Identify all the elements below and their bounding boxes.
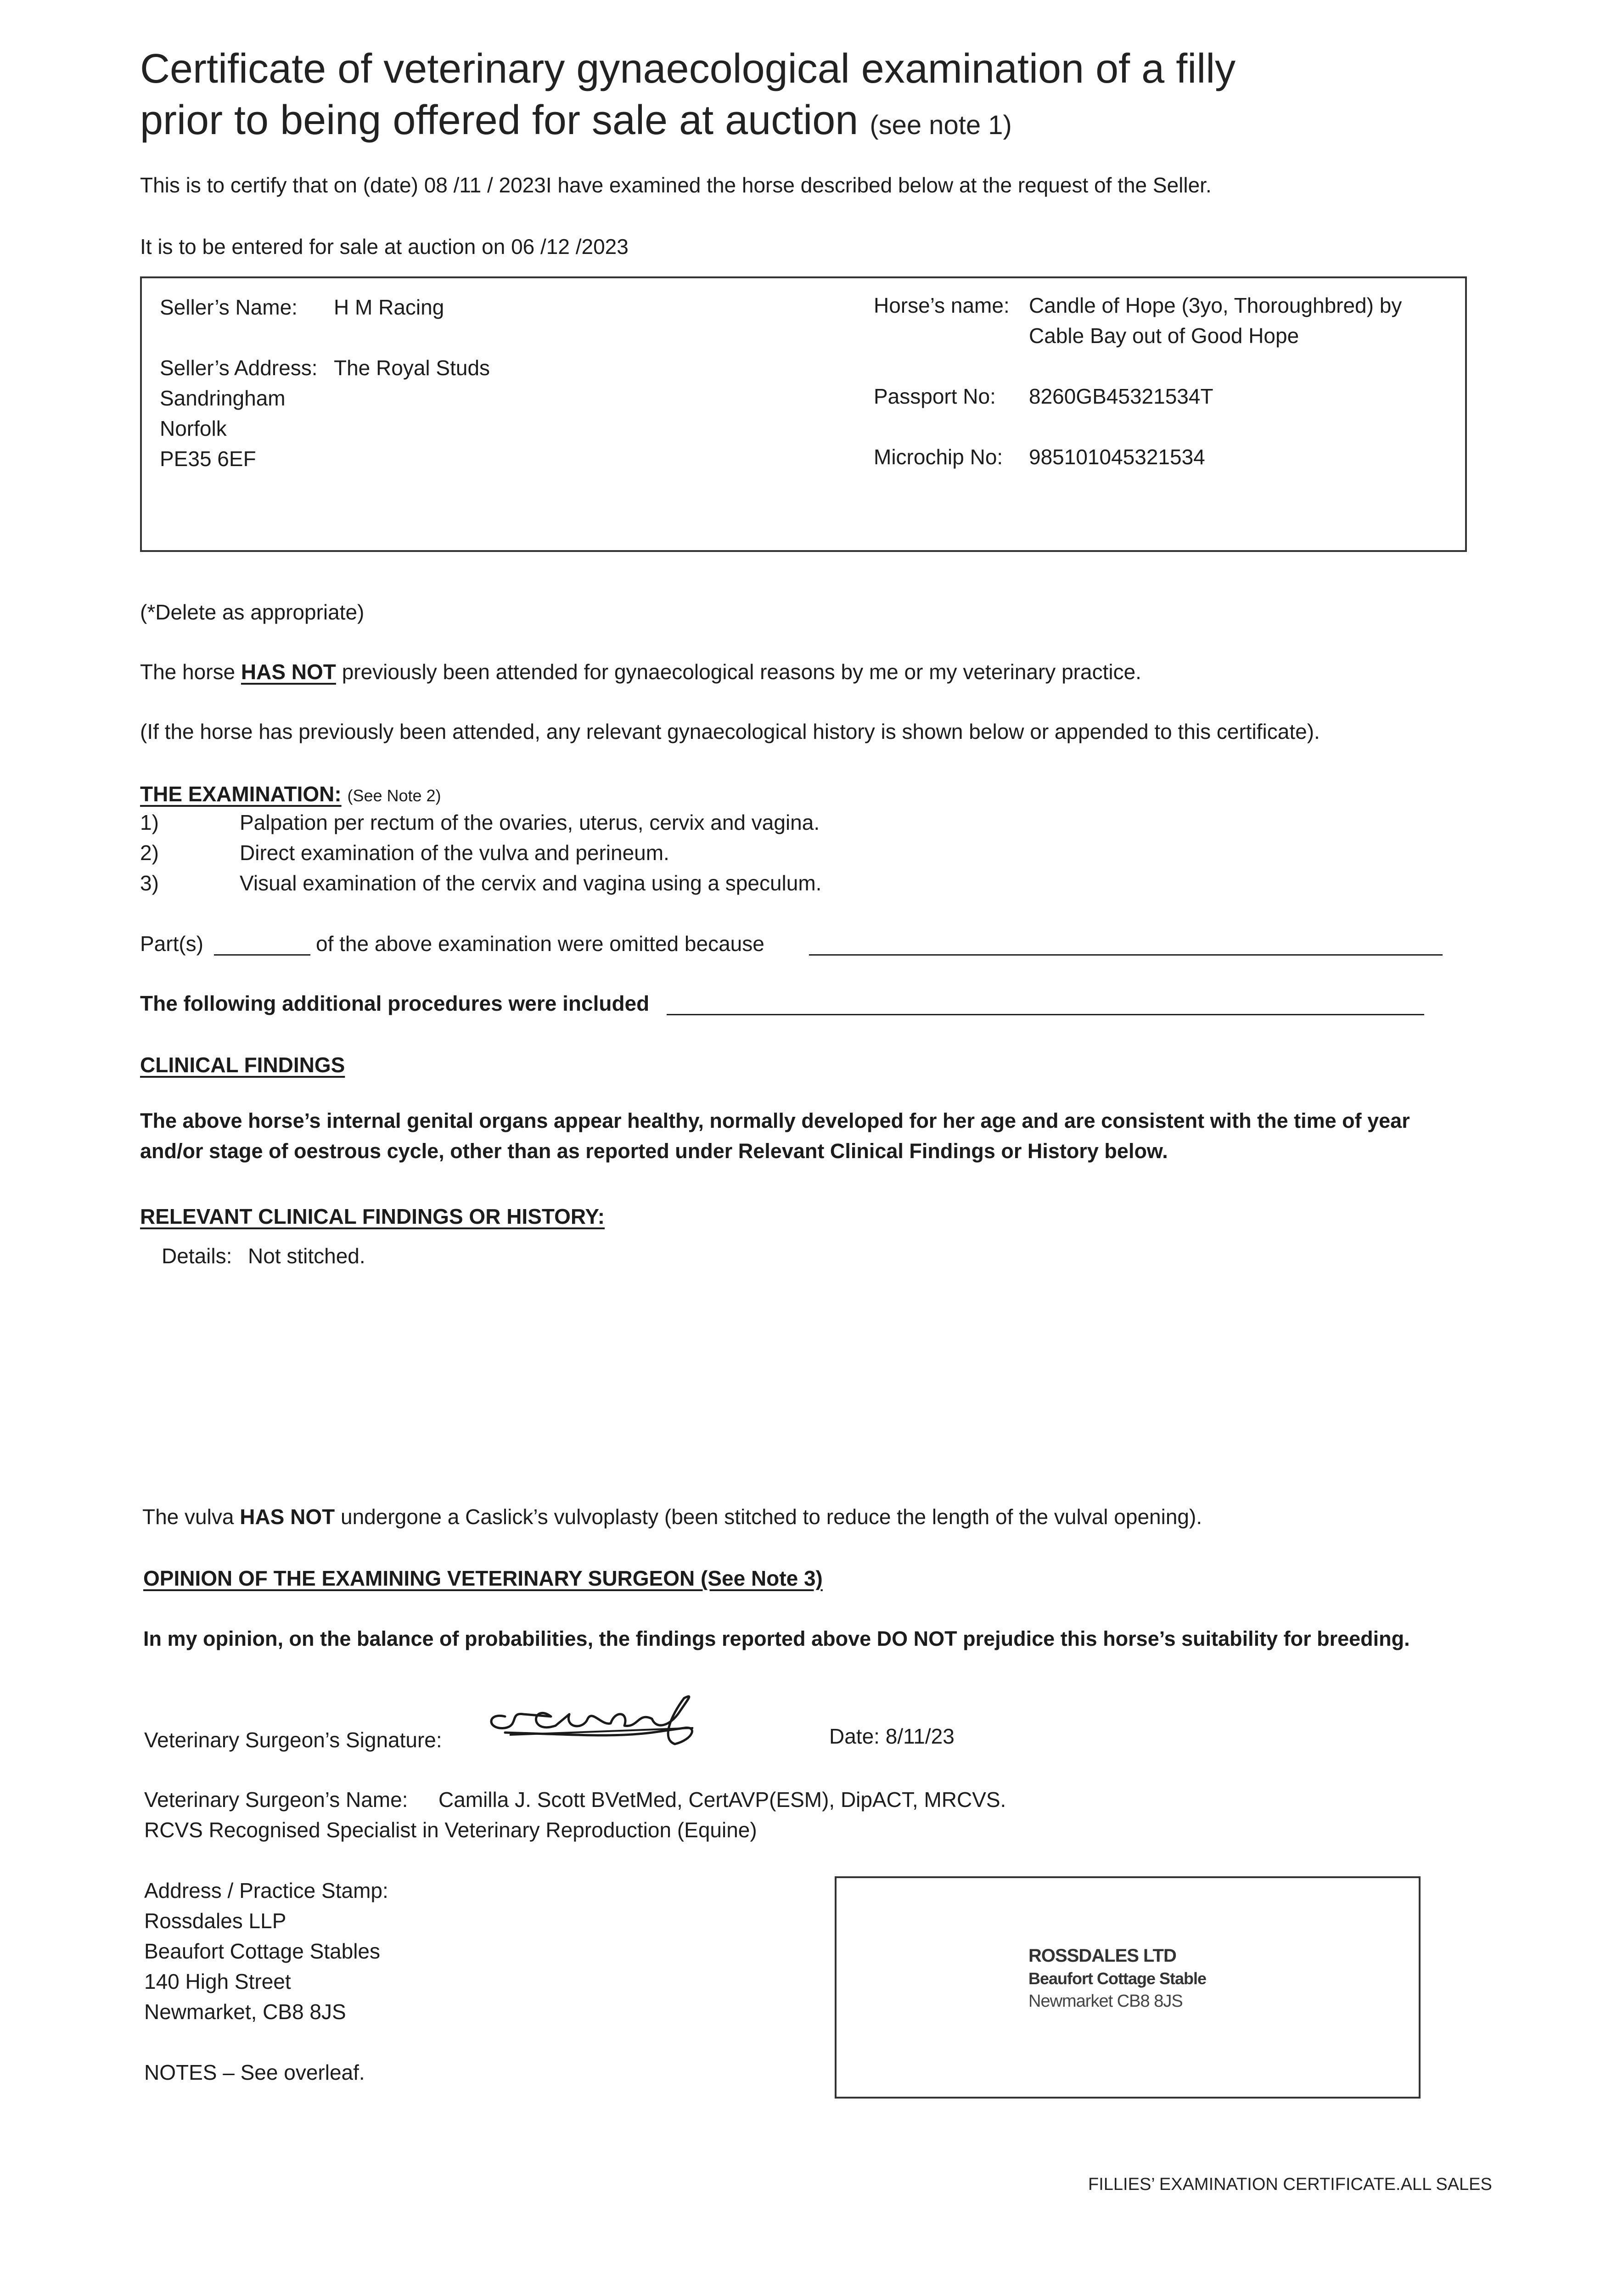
vulva-pre: The vulva <box>142 1505 234 1529</box>
examination-heading <box>140 779 441 811</box>
examination-heading-text: THE EXAMINATION: <box>140 782 342 806</box>
additional-procedures-blank <box>667 1014 1424 1015</box>
practice-address-line-2: Beaufort Cottage Stables <box>144 1939 380 1963</box>
vulva-post: undergone a Caslick’s vulvoplasty (been stitched to reduce the length of the vulval opening). <box>341 1505 1202 1529</box>
practice-stamp-label: Address / Practice Stamp: <box>144 1879 388 1902</box>
stamp-line-3: Newmarket CB8 8JS <box>1028 1992 1183 2011</box>
details-value: Not stitched. <box>248 1244 365 1268</box>
stamp-line-1: ROSSDALES LTD <box>1028 1946 1176 1966</box>
clinical-findings-heading: CLINICAL FINDINGS <box>140 1053 345 1077</box>
vulva-emphasis: HAS NOT <box>240 1505 335 1529</box>
exam-item-2-text: Direct examination of the vulva and perineum. <box>240 841 669 865</box>
passport-number: 8260GB45321534T <box>1029 384 1213 408</box>
history-note: (If the horse has previously been attended, any relevant gynaecological history is shown below or appended to this certificate). <box>140 720 1320 743</box>
date-label: Date: <box>829 1724 880 1748</box>
additional-procedures-label: The following additional procedures were included <box>140 991 650 1015</box>
stamp-line-2: Beaufort Cottage Stable <box>1028 1969 1207 1988</box>
seller-name: H M Racing <box>334 295 444 319</box>
auction-date: 06 /12 /2023 <box>511 235 629 259</box>
auction-statement <box>140 231 629 262</box>
footer-reference: FILLIES’ EXAMINATION CERTIFICATE.ALL SALES <box>1088 2175 1492 2194</box>
exam-item-2-num: 2) <box>140 841 159 865</box>
seller-address-line-1: The Royal Studs <box>334 356 490 380</box>
exam-item-3-num: 3) <box>140 871 159 895</box>
passport-label: Passport No: <box>874 384 996 408</box>
certify-statement <box>140 170 1212 200</box>
examination-note: (See Note 2) <box>347 786 441 805</box>
certify-pre: This is to certify that on (date) <box>140 173 418 197</box>
surgeon-specialism: RCVS Recognised Specialist in Veterinary Reproduction (Equine) <box>144 1818 757 1842</box>
date-value: 8/11/23 <box>885 1724 955 1748</box>
horse-name-label: Horse’s name: <box>874 293 1010 317</box>
certify-post: I have examined the horse described below at the request of the Seller. <box>545 173 1212 197</box>
relevant-findings-heading: RELEVANT CLINICAL FINDINGS OR HISTORY: <box>140 1204 605 1228</box>
exam-item-1-num: 1) <box>140 810 159 834</box>
seller-name-label: Seller’s Name: <box>160 295 298 319</box>
signature-scribble <box>477 1684 716 1753</box>
attended-post: previously been attended for gynaecological reasons by me or my veterinary practice. <box>342 660 1141 684</box>
attended-pre: The horse <box>140 660 236 684</box>
opinion-statement: In my opinion, on the balance of probabilities, the findings reported above DO NOT prejudice this horse’s suitability for breeding. <box>143 1627 1410 1650</box>
title-text: prior to being offered for sale at auction <box>140 97 859 143</box>
seller-address-line-3: Norfolk <box>160 416 227 440</box>
omitted-pre: Part(s) <box>140 932 203 956</box>
surgeon-name-label: Veterinary Surgeon’s Name: <box>144 1788 408 1812</box>
document-title-line-1: Certificate of veterinary gynaecological examination of a filly <box>140 46 1236 92</box>
practice-address-line-3: 140 High Street <box>144 1970 291 1993</box>
horse-name-line-2: Cable Bay out of Good Hope <box>1029 324 1299 348</box>
exam-item-3-text: Visual examination of the cervix and vagina using a speculum. <box>240 871 822 895</box>
surgeon-name: Camilla J. Scott BVetMed, CertAVP(ESM), DipACT, MRCVS. <box>438 1788 1006 1812</box>
clinical-findings-line-1: The above horse’s internal genital organs appear healthy, normally developed for her age and are consistent with the time of year <box>140 1109 1410 1132</box>
horse-name-line-1: Candle of Hope (3yo, Thoroughbred) by <box>1029 293 1402 317</box>
microchip-label: Microchip No: <box>874 445 1003 469</box>
microchip-number: 985101045321534 <box>1029 445 1205 469</box>
notes-overleaf: NOTES – See overleaf. <box>144 2060 365 2084</box>
seller-address-line-2: Sandringham <box>160 386 286 410</box>
omitted-reason-blank <box>809 954 1443 956</box>
delete-note: (*Delete as appropriate) <box>140 600 365 624</box>
signature-date <box>829 1721 955 1751</box>
vulva-statement <box>142 1502 1202 1532</box>
signature-label: Veterinary Surgeon’s Signature: <box>144 1728 442 1752</box>
practice-address-line-1: Rossdales LLP <box>144 1909 286 1933</box>
auction-pre: It is to be entered for sale at auction on <box>140 235 505 259</box>
attended-statement <box>140 657 1141 687</box>
document-title-line-2 <box>140 95 1012 151</box>
seller-address-line-4: PE35 6EF <box>160 447 256 471</box>
omitted-parts-blank <box>214 954 310 956</box>
omitted-post: of the above examination were omitted because <box>316 932 764 956</box>
practice-address-line-4: Newmarket, CB8 8JS <box>144 2000 346 2024</box>
details-label: Details: <box>162 1244 232 1268</box>
seller-address-label: Seller’s Address: <box>160 356 318 380</box>
title-note: (see note 1) <box>870 110 1012 140</box>
exam-item-1-text: Palpation per rectum of the ovaries, uterus, cervix and vagina. <box>240 810 820 834</box>
attended-emphasis: HAS NOT <box>241 660 336 684</box>
opinion-heading: OPINION OF THE EXAMINING VETERINARY SURGEON (See Note 3) <box>143 1566 823 1590</box>
exam-date: 08 /11 / 2023 <box>424 173 546 197</box>
clinical-findings-line-2: and/or stage of oestrous cycle, other than as reported under Relevant Clinical Findings or History below. <box>140 1139 1168 1163</box>
